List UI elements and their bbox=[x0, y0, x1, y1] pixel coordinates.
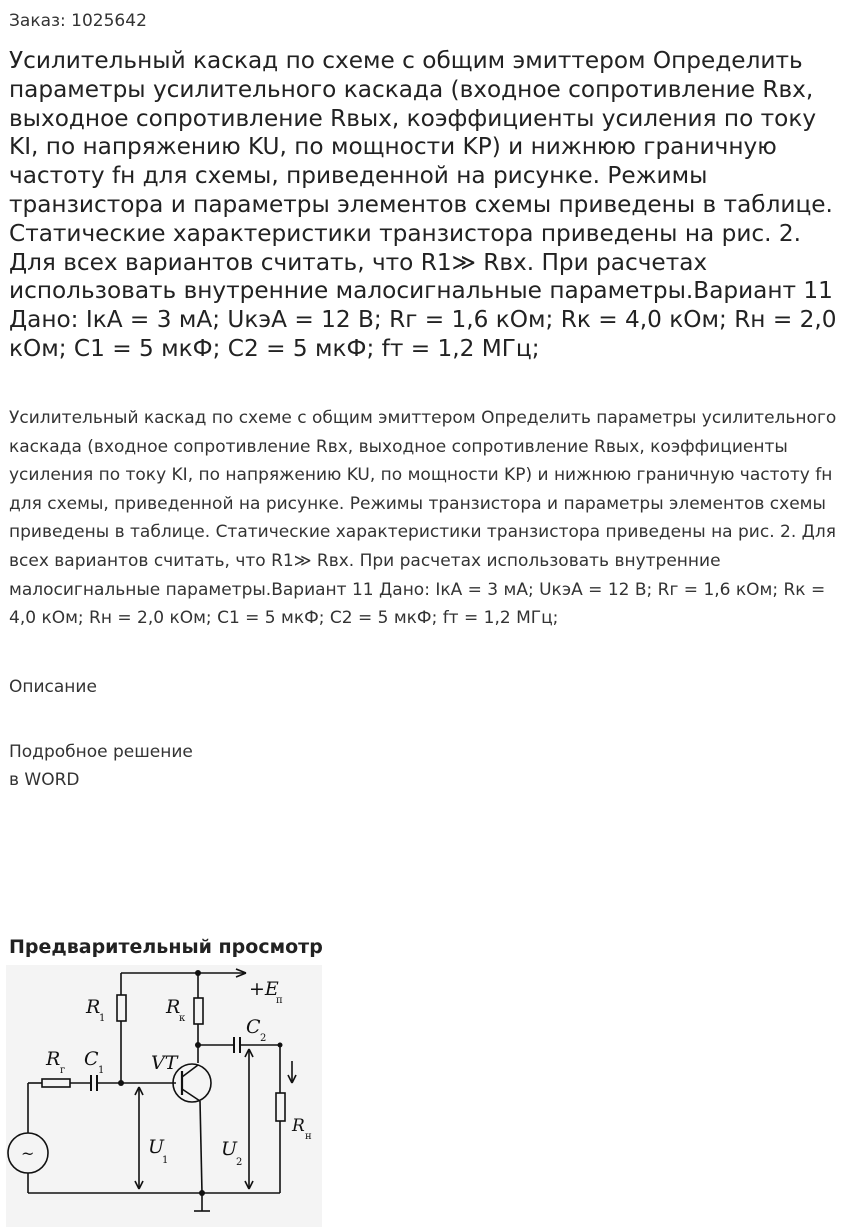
label-u1: U bbox=[148, 1136, 165, 1158]
node-dot bbox=[195, 970, 201, 976]
resistor-rn bbox=[276, 1093, 285, 1121]
label-u2: U bbox=[221, 1138, 238, 1160]
label-rk: R bbox=[166, 996, 181, 1018]
label-rk-sub: к bbox=[179, 1013, 186, 1024]
preview-image bbox=[6, 965, 322, 1227]
label-ep: +E bbox=[249, 978, 279, 1000]
resistor-r1 bbox=[117, 995, 126, 1021]
task-title: Усилительный каскад по схеме с общим эмиттером Определить параметры усилительного каскада (входное сопротивление Rвх, выходное сопротивление Rвых, коэффициенты усиления по току KI, по напряжению KU, по мощности KP) и нижнюю граничную частоту fн для схемы, приведенной на рисунке. Режимы транзистора и параметры элементов схемы приведены в таблице. Статические характеристики транзистора приведены на рис. 2. Для всех вариантов считать, что R1≫ Rвх. При расчетах использовать внутренние малосигнальные параметры.Вариант 11 Дано: IкА = 3 мА; UкэА = 12 В; Rг = 1,6 кОм; Rк = 4,0 кОм; Rн = 2,0 кОм; С1 = 5 мкФ; С2 = 5 мкФ; fт = 1,2 МГц; bbox=[9, 47, 837, 362]
description-line-2: в WORD bbox=[9, 770, 80, 790]
label-r1: R bbox=[86, 996, 101, 1018]
task-description: Усилительный каскад по схеме с общим эмиттером Определить параметры усилительного каскада (входное сопротивление Rвх, выходное сопротивление Rвых, коэффициенты усиления по току KI, по напряжению KU, по мощности KP) и нижнюю граничную частоту fн для схемы, приведенной на рисунке. Режимы транзистора и параметры элементов схемы приведены в таблице. Статические характеристики транзистора приведены на рис. 2. Для всех вариантов считать, что R1≫ Rвх. При расчетах использовать внутренние малосигнальные параметры.Вариант 11 Дано: IкА = 3 мА; UкэА = 12 В; Rг = 1,6 кОм; Rк = 4,0 кОм; Rн = 2,0 кОм; С1 = 5 мкФ; С2 = 5 мкФ; fт = 1,2 МГц; bbox=[9, 408, 837, 629]
label-c2-sub: 2 bbox=[260, 1033, 267, 1044]
resistor-rg bbox=[42, 1079, 70, 1087]
label-c1-sub: 1 bbox=[98, 1065, 105, 1076]
label-vt: VT bbox=[151, 1052, 178, 1074]
description-text bbox=[9, 738, 193, 794]
label-c1: C bbox=[84, 1048, 99, 1070]
description-line-1: Подробное решение bbox=[9, 742, 193, 762]
circuit-diagram bbox=[6, 965, 322, 1227]
label-c2: C bbox=[246, 1016, 261, 1038]
label-u1-sub: 1 bbox=[162, 1155, 169, 1166]
order-number: Заказ: 1025642 bbox=[9, 11, 147, 31]
label-rn: R bbox=[292, 1116, 305, 1136]
label-rg-sub: г bbox=[60, 1065, 66, 1076]
label-r1-sub: 1 bbox=[99, 1013, 106, 1024]
source-symbol: ~ bbox=[21, 1144, 35, 1163]
label-ep-sub: п bbox=[276, 995, 283, 1006]
label-u2-sub: 2 bbox=[236, 1157, 243, 1168]
label-rn-sub: н bbox=[305, 1131, 312, 1142]
description-label: Описание bbox=[9, 677, 97, 697]
resistor-rk bbox=[194, 998, 203, 1024]
preview-heading: Предварительный просмотр bbox=[9, 936, 323, 958]
label-rg: R bbox=[46, 1048, 61, 1070]
